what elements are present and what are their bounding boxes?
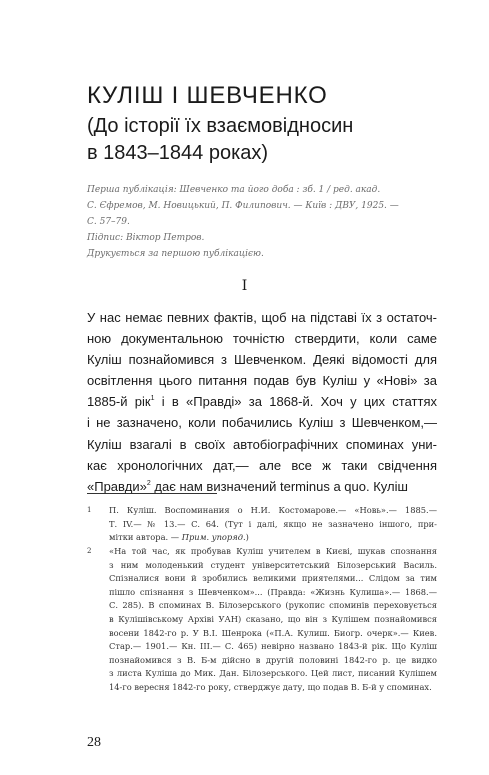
body-line: кає хронологічних дат,— але все ж таки свідчення [87,457,437,473]
publication-note-line: С. Єфремов, М. Новицький, П. Филипович. — Київ : ДВУ, 1925. — [87,201,399,211]
chapter-subtitle-line-2: в 1843–1844 роках) [87,142,269,164]
footnote-line: з листа Куліша до Мик. Дан. Білозерського. Цей лист, писаний Кулішем [109,668,437,679]
chapter-title: КУЛІШ І ШЕВЧЕНКО [87,82,328,109]
body-line: ною документальною точністю ствердити, коли саме [87,331,437,347]
footnote-ref-2[interactable]: 2 [146,479,151,487]
body-line: і не зазначено, коли побачились Куліш з Шевченком,— [87,415,437,431]
footnote-text-part: мітки автора. — [109,532,182,543]
footnote-text-part: .) [243,532,249,543]
footnote-ref-1[interactable]: 1 [150,395,155,403]
body-line: Куліш познайомився з Шевченком. Деякі відомості для [87,352,437,368]
footnote-line: П. Куліш. Воспоминания о Н.И. Костомарове.— «Новь».— 1885.— [109,505,437,515]
body-text: 1885-й рік [87,394,151,410]
footnote-line: Спізналися вони й зробились великими приятелями... Слідом за тим [109,573,437,584]
footnote-line [109,531,437,545]
footnote-line: Стар.— 1901.— Кн. III.— С. 465) невірно названо 1843-й рік. Що Куліш [109,641,437,652]
publication-note-line: Друкується за першою публікацією. [87,249,264,259]
body-line: У нас немає певних фактів, щоб на підставі їх з остаточ- [87,310,437,325]
page-number: 28 [87,735,101,750]
body-line: освітлення цього питання подав був Куліш у «Нові» за [87,373,437,389]
footnote-text [109,545,437,695]
footnote-line: в Кулішівському Архіві УАН) сказано, що він з Кулішем познайомився [109,613,437,624]
body-text: і в «Правді» за 1868-й. Хоч у цих статтях [154,394,437,410]
chapter-subtitle-line-1: (До історії їх взаємовідносин [87,115,354,137]
footnote-number: 2 [87,547,92,555]
body-text: дає нам визначений terminus a quo. Куліш [150,478,408,494]
footnote-line: С. 285). В споминах В. Білозерського (рукопис споминів переховується [109,600,437,611]
footnote-text [109,504,437,545]
publication-note [87,182,447,262]
body-line: Куліш взагалі в своїх автобіографічних споминах уни- [87,436,437,452]
footnote-line: пішло спізнання з Шевченком»... (Правда: «Жизнь Кулиша».— 1868.— [109,586,437,597]
section-numeral: I [241,278,248,294]
footnote-line: 14-го вересня 1842-го року, стверджує дату, що подав В. Б-й у споминах. [109,681,432,692]
footnote-line: з ним молоденький студент університетський Білозерський Василь. [109,559,437,570]
footnote-line: восени 1842-го р. У В.І. Шенрока («П.А. Кулиш. Биогр. очерк».— Киев. [109,627,437,638]
publication-note-line: Перша публікація: Шевченко та його доба : зб. 1 / ред. акад. [87,185,381,195]
publication-note-line: С. 57–79. [87,217,130,227]
footnote-line: познайомився з В. Б-м дійсно в другій половині 1842-го р. це видко [109,654,437,665]
footnote-divider [87,493,217,494]
body-paragraph [87,307,437,497]
footnote-number: 1 [87,506,92,514]
body-line [87,391,437,412]
footnote-line: «На той час, як пробував Куліш учителем в Києві, шукав спознання [109,546,437,556]
publication-note-line: Підпис: Віктор Петров. [87,233,205,243]
footnote-line: Т. IV.— № 13.— С. 64. (Тут і далі, якщо не зазначено іншого, при- [109,518,437,529]
body-text: «Правди» [87,478,147,494]
editor-note: Прим. упоряд [181,532,243,543]
